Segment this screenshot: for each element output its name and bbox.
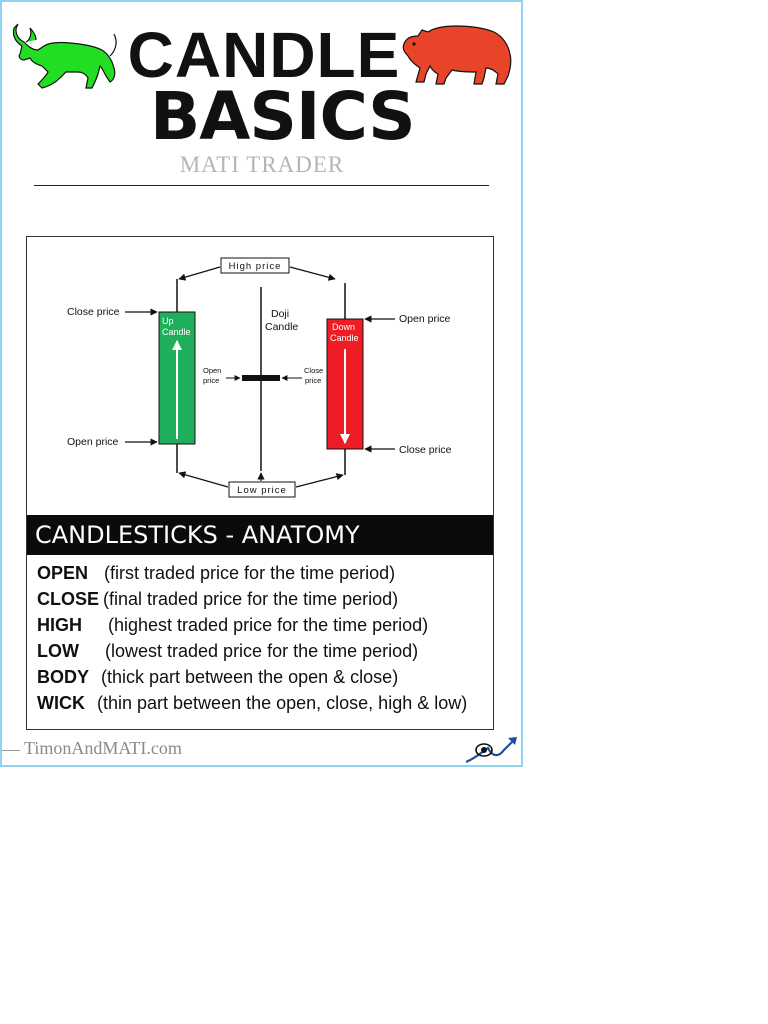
definition-term: LOW (37, 641, 79, 661)
bear-icon (400, 16, 514, 88)
definition-row-close (37, 589, 398, 615)
candlestick-diagram-frame (26, 236, 494, 730)
definition-term: WICK (37, 693, 85, 713)
anatomy-heading: CANDLESTICKS - ANATOMY (27, 515, 493, 555)
doji-close-label-2: price (305, 376, 322, 385)
low-price-label: Low price (237, 485, 287, 496)
high-price-label: High price (228, 261, 282, 272)
definition-term: CLOSE (37, 589, 100, 609)
footer-site-name: TimonAndMATI.com (24, 738, 182, 758)
high-price-arrow-left (179, 267, 220, 279)
title-basics: BASICS (150, 78, 415, 155)
footer-dash (2, 750, 20, 751)
definition-row-low (37, 641, 418, 667)
up-candle-label-2: Candle (162, 327, 191, 337)
doji-label-1: Doji (271, 308, 290, 320)
definition-desc: (thin part between the open, close, high & low) (97, 693, 468, 713)
low-price-arrow-left (179, 473, 228, 487)
open-price-right-label: Open price (399, 313, 451, 325)
doji-open-label-1: Open (203, 366, 222, 375)
down-candle-label-1: Down (332, 322, 356, 332)
definition-row-body (37, 667, 398, 693)
definition-row-wick (37, 693, 467, 719)
definition-term: BODY (37, 667, 90, 687)
title-candle: CANDLE (127, 19, 401, 91)
definition-term: OPEN (37, 563, 89, 583)
definition-row-open (37, 563, 395, 589)
close-price-right-label: Close price (399, 444, 452, 456)
doji-label-2: Candle (265, 321, 299, 333)
high-price-arrow-right (290, 267, 335, 279)
definition-desc: (first traded price for the time period) (104, 563, 396, 583)
bull-icon (10, 16, 122, 92)
doji-close-label-1: Close (304, 366, 324, 375)
definition-term: HIGH (37, 615, 82, 635)
definition-desc: (highest traded price for the time period) (108, 615, 429, 635)
up-candle-label-1: Up (162, 316, 174, 326)
close-price-left-label: Close price (67, 306, 120, 318)
down-candle-label-2: Candle (330, 333, 359, 343)
doji-open-label-2: price (203, 376, 220, 385)
candlestick-diagram (27, 237, 493, 515)
header-divider (34, 185, 489, 186)
definition-desc: (lowest traded price for the time period) (105, 641, 419, 661)
definition-row-high (37, 615, 428, 641)
low-price-arrow-right (296, 475, 343, 487)
brand-subtitle: MATI TRADER (179, 152, 345, 177)
definition-desc: (thick part between the open & close) (101, 667, 399, 687)
definition-desc: (final traded price for the time period) (103, 589, 399, 609)
open-price-left-label: Open price (67, 436, 119, 448)
eye-arrow-logo-icon (462, 732, 522, 766)
doji-body (242, 375, 280, 381)
